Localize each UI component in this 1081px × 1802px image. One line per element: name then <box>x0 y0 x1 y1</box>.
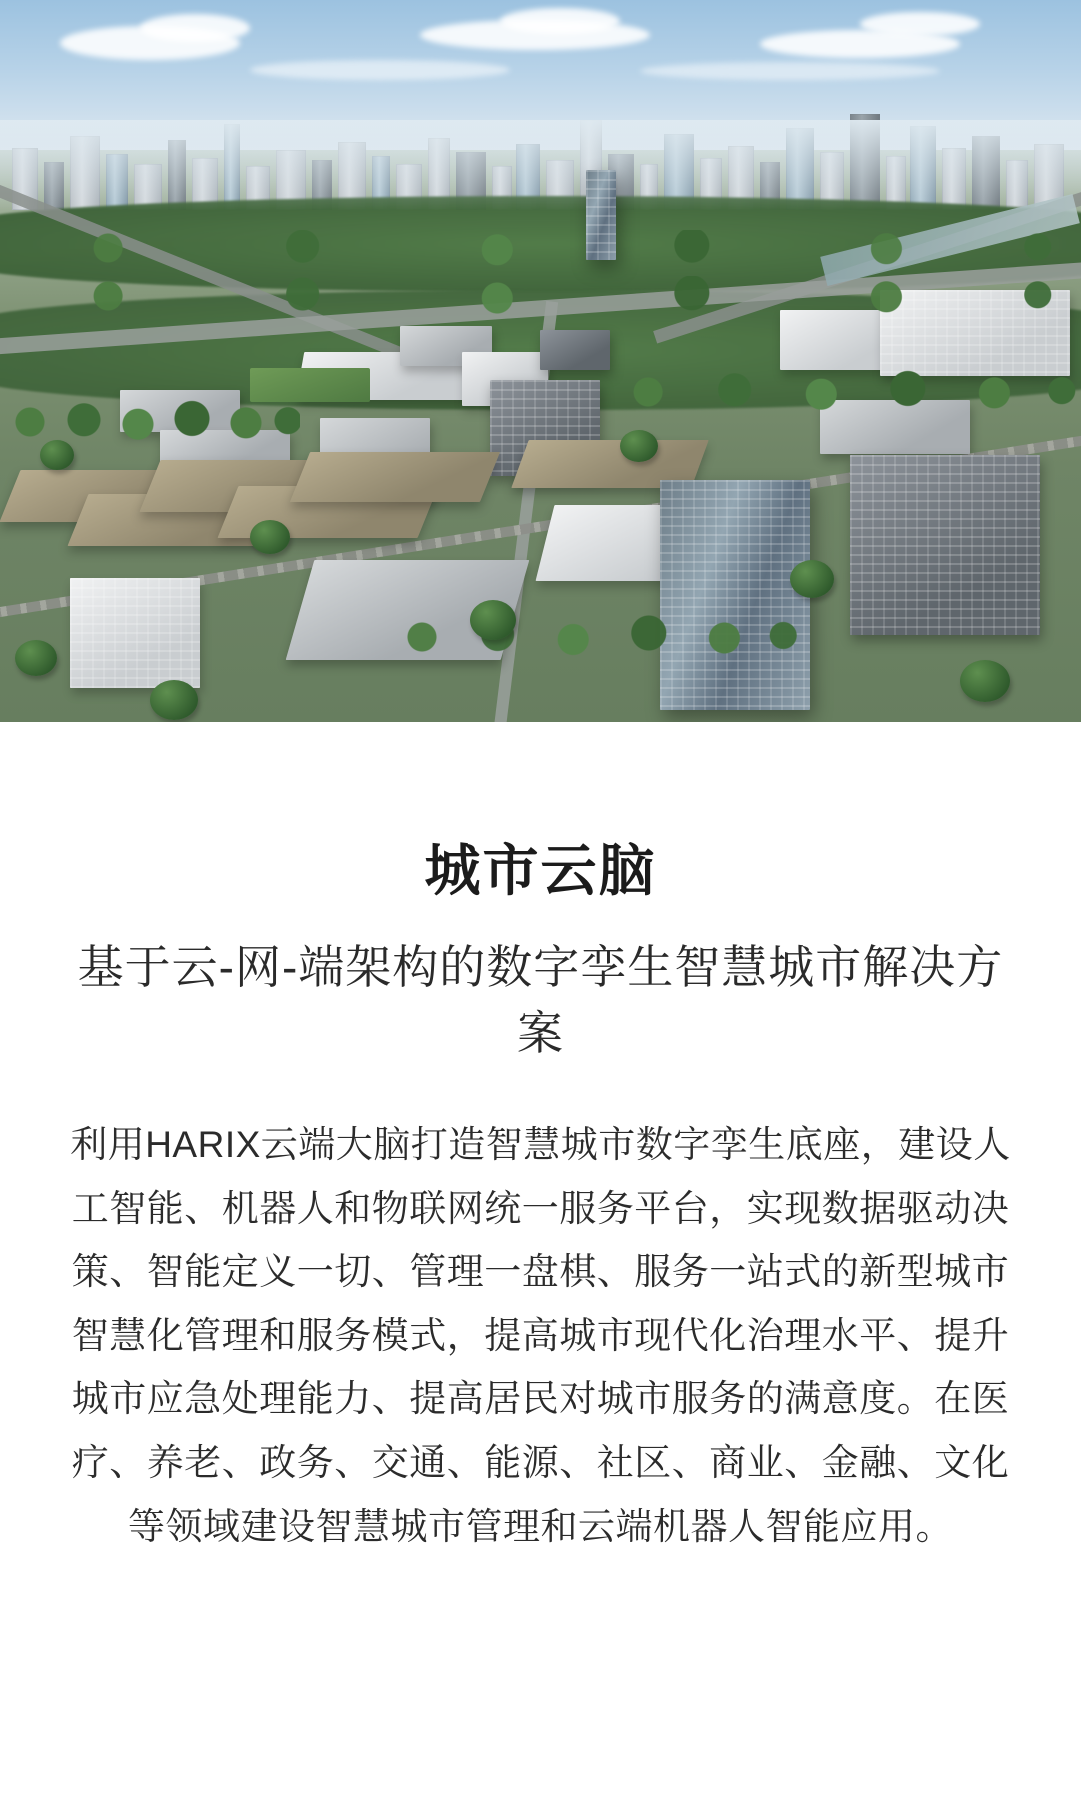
green-field <box>250 368 370 402</box>
building <box>70 578 200 688</box>
hero-image <box>0 0 1081 722</box>
page-subtitle: 基于云-网-端架构的数字孪生智慧城市解决方案 <box>77 940 1004 1060</box>
article-body: 利用HARIX云端大脑打造智慧城市数字孪生底座，建设人工智能、机器人和物联网统一服务平台，实现数据驱动决策、智能定义一切、管理一盘棋、服务一站式的新型城市智慧化管理和服务模式，提高城市现代化治理水平、提升城市应急处理能力、提高居民对城市服务的满意度。在医疗、养老、政务、交通、能源、社区、商业、金融、文化等领域建设智慧城市管理和云端机器人智能应用。 <box>70 1123 1011 1547</box>
tree <box>620 430 658 462</box>
tree <box>40 440 74 470</box>
atmospheric-haze <box>0 120 1081 210</box>
tree <box>150 680 198 720</box>
tree <box>790 560 834 598</box>
glass-tower <box>660 480 810 710</box>
tree-row <box>0 276 1081 316</box>
tree <box>470 600 516 640</box>
tree <box>250 520 290 554</box>
tree-row <box>0 400 300 444</box>
building <box>850 455 1040 635</box>
cloud-icon <box>500 8 620 34</box>
tree-row <box>600 370 1081 414</box>
tree-row <box>380 612 800 662</box>
cloud-icon <box>140 14 250 42</box>
page-title: 城市云脑 <box>424 839 657 902</box>
tree <box>15 640 57 676</box>
cloud-icon <box>860 12 980 36</box>
building <box>540 330 610 370</box>
article-content <box>0 722 1081 1558</box>
tree <box>960 660 1010 702</box>
warehouse <box>290 452 500 502</box>
tree-row <box>0 230 1081 266</box>
